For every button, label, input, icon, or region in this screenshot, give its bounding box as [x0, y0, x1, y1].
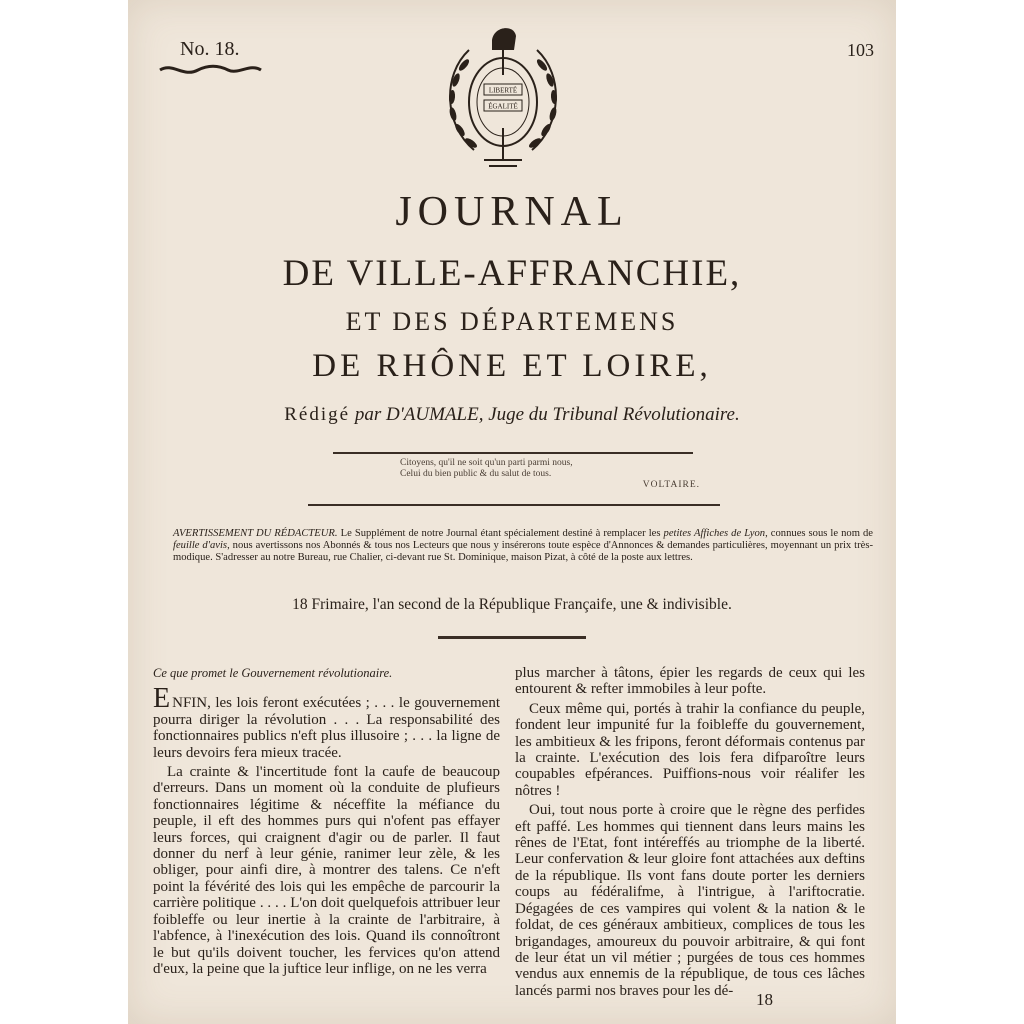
paragraph-text: NFIN, les lois feront exécutées ; . . . le gouvernement pourra diriger la révolution . . . La responsabilité des fonctionnaires publics n'eft plus illusoire ; . . . la ligne de leurs devoirs fera mieux tracée. [153, 695, 500, 761]
divider-rule [308, 504, 720, 506]
page-number: 103 [847, 40, 874, 60]
masthead-departemens: ET DES DÉPARTEMENS [345, 307, 679, 336]
editor-rest: par D'AUMALE, Juge du Tribunal Révolutionaire. [354, 404, 740, 425]
article-column-right [515, 665, 865, 1002]
masthead-rhone-loire: DE RHÔNE ET LOIRE, [312, 348, 712, 384]
masthead-ville-affranchie: DE VILLE-AFFRANCHIE, [282, 253, 742, 294]
article-paragraph: plus marcher à tâtons, épier les regards de ceux qui les entourent & refter immobiles à leur pofte. [515, 665, 865, 698]
notice-text: , connues sous le nom de [765, 528, 873, 539]
editor-line [128, 404, 896, 426]
notice-text: , nous avertissons nos Abonnés & tous nos Lecteurs que nous y insérerons toute espèce d'Annonces & demandes particulières, moyennant un prix très-modique. S'adresser au notre Bureau, rue Chalier, ci-devant rue St. Dominique, maison Pizat, à côté de la poste aux lettres. [173, 540, 873, 563]
divider-rule [333, 452, 693, 454]
dateline: 18 Frimaire, l'an second de la République Françaife, une & indivisible. [292, 596, 732, 613]
notice-italic: feuille d'avis [173, 540, 228, 551]
issue-number: No. 18. [180, 38, 240, 60]
cap-of-liberty-laurel-wreath-icon [434, 20, 572, 170]
flourish-ornament-icon [158, 60, 263, 80]
article-paragraph: La crainte & l'incertitude font la caufe de beaucoup d'erreurs. Dans un moment où la conduite de plufieurs fonctionnaires légitime & néceffite la méfiance du peuple, il eft des hommes purs qui n'ofent pas effayer leurs forces, qui craignent d'agir ou de parler. Il faut donner du nerf à leur génie, ranimer leur zèle, & les obliger, pour ainfi dire, à montrer des talens. Ce n'eft point la févérité des lois qui les empêche de parcourir la carrière politique . . . . L'on doit quelquefois attribuer leur foibleffe ou leur inertie à la crainte de l'arbitraire, à l'abfence, à l'inexécution des lois. Quand ils connoîtront le but qu'ils doivent toucher, les fervices qu'on attend d'eux, la peine que la juftice leur inflige, on ne les verra [153, 764, 500, 977]
notice-italic: petites Affiches de Lyon [663, 528, 766, 539]
signature-mark: 18 [756, 990, 773, 1009]
drop-capital: E [153, 683, 173, 715]
emblem-egalite: ÉGALITÉ [488, 102, 518, 111]
epigraph [400, 458, 700, 491]
article-paragraph: Ceux même qui, portés à trahir la confiance du peuple, fondent leur impunité fur la foibleffe du gouvernement, les ambitieux & les fripons, feront déformais contenus par la crainte. L'exécution des lois fera difparoître leurs coupables efpérances. Puiffions-nous voir réalifer les nôtres ! [515, 700, 865, 799]
epigraph-line2: Celui du bien public & du salut de tous. [400, 469, 552, 479]
article-heading: Ce que promet le Gouvernement révolutionaire. [153, 666, 393, 680]
emblem-liberte: LIBERTÉ [488, 86, 518, 95]
article-column-left [153, 665, 500, 980]
divider-rule [438, 636, 586, 639]
editor-prefix: Rédigé [284, 404, 351, 425]
epigraph-author: VOLTAIRE. [642, 480, 700, 490]
notice-text: Le Supplément de notre Journal étant spécialement destiné à remplacer les [340, 528, 664, 539]
article-paragraph: Oui, tout nous porte à croire que le règne des perfides eft paffé. Les hommes qui tiennent dans leurs mains les rênes de l'Etat, font intéreffés au triomphe de la liberté. Leur confervation & leur gloire font attachées aux deftins de la république. Ils vont fans doute porter les derniers coups au fédéralifme, à l'intrigue, à l'ariftocratie. Dégagées de ces vampires qui volent & la nation & le foldat, de ces généraux ambitieux, complices de tous les brigandages, amoureux du pouvoir arbitraire, & qui font de leur état un vil métier ; purgées de tous ces hommes vendus aux ennemis de la république, de tous ces lâches lancés parmi nos braves pour les dé- [515, 802, 865, 999]
editor-notice [173, 528, 873, 564]
article-paragraph [153, 683, 500, 761]
epigraph-line1: Citoyens, qu'il ne soit qu'un parti parmi nous, [400, 458, 573, 468]
notice-heading: AVERTISSEMENT DU RÉDACTEUR. [173, 528, 338, 539]
masthead-journal: JOURNAL [395, 189, 629, 235]
newspaper-page [128, 0, 896, 1024]
